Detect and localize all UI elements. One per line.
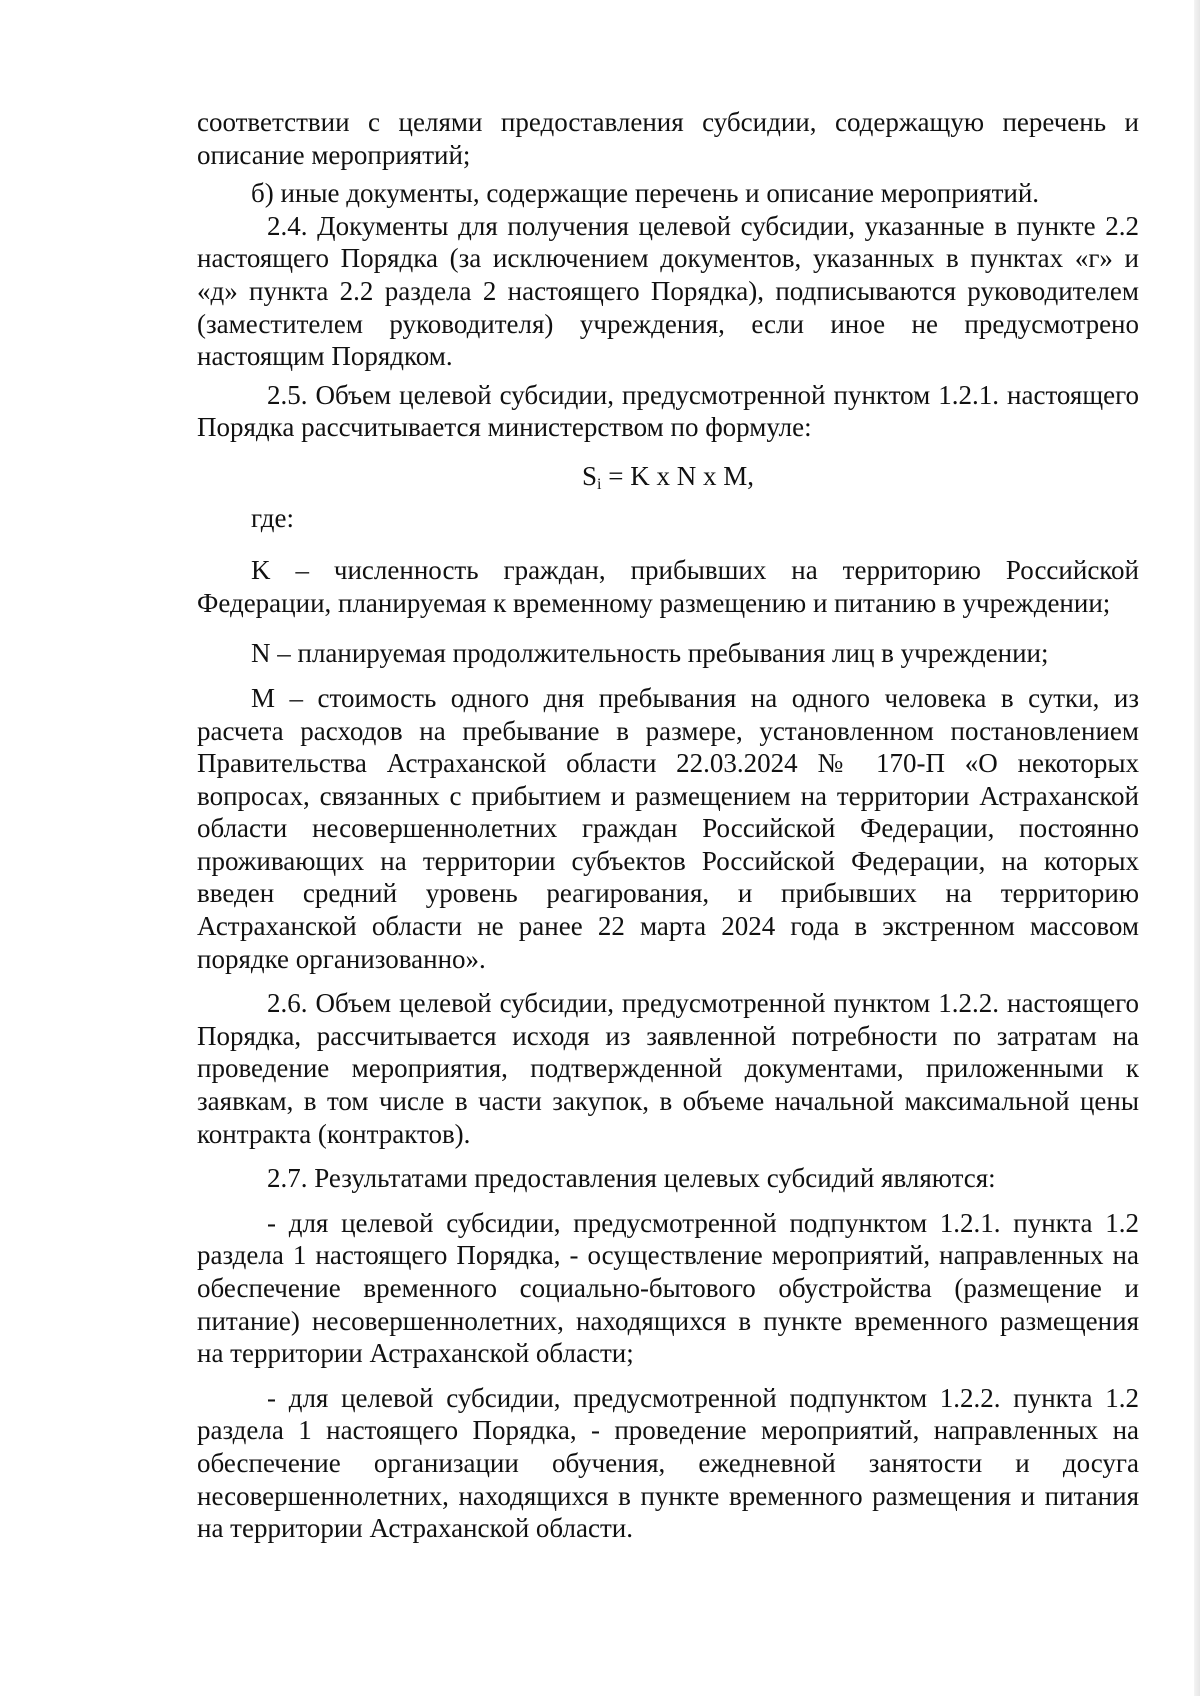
definition-m: M – стоимость одного дня пребывания на одного человека в сутки, из расчета расходов на пребывание в размере, установленном постановлением Правительства Астраханской области 22.03.2024 № 170-П «О некоторых вопросах, связанных с прибытием и размещением на территории Астраханской области несовершеннолетних граждан Российской Федерации, постоянно проживающих на территории субъектов Российской Федерации, на которых введен средний уровень реагирования, и прибывших на территорию Астраханской области не ранее 22 марта 2024 года в экстренном массовом порядке организованно».: [197, 682, 1139, 974]
paragraph-2-4: 2.4. Документы для получения целевой субсидии, указанные в пункте 2.2 настоящего Порядка (за исключением документов, указанных в пунктах «г» и «д» пункта 2.2 раздела 2 настоящего Порядка), подписываются руководителем (заместителем руководителя) учреждения, если иное не предусмотрено настоящим Порядком.: [197, 210, 1139, 372]
formula-rhs: = K x N x M,: [601, 460, 754, 491]
definition-k: K – численность граждан, прибывших на территорию Российской Федерации, планируемая к временному размещению и питанию в учреждении;: [197, 555, 1139, 618]
result-item-1-2-1: - для целевой субсидии, предусмотренной подпунктом 1.2.1. пункта 1.2 раздела 1 настоящего Порядка, - осуществление мероприятий, направленных на обеспечение временного социально-бытового обустройства (размещение и питание) несовершеннолетних, находящихся в пункте временного размещения на территории Астраханской области;: [197, 1207, 1139, 1369]
paragraph-item-b: б) иные документы, содержащие перечень и описание мероприятий.: [251, 178, 1040, 209]
result-item-1-2-2: - для целевой субсидии, предусмотренной подпунктом 1.2.2. пункта 1.2 раздела 1 настоящего Порядка, - проведение мероприятий, направленных на обеспечение организации обучения, ежедневной занятости и досуга несовершеннолетних, находящихся в пункте временного размещения и питания на территории Астраханской области.: [197, 1382, 1139, 1544]
document-page: [197, 106, 1139, 1545]
paragraph-2-6: 2.6. Объем целевой субсидии, предусмотренной пунктом 1.2.2. настоящего Порядка, рассчитывается исходя из заявленной потребности по затратам на проведение мероприятия, подтвержденной документами, приложенными к заявкам, в том числе в части закупок, в объеме начальной максимальной цены контракта (контрактов).: [197, 988, 1139, 1149]
formula-lhs-subscript: i: [597, 475, 602, 493]
paragraph-2-5: 2.5. Объем целевой субсидии, предусмотренной пунктом 1.2.1. настоящего Порядка рассчитывается министерством по формуле:: [197, 379, 1139, 443]
paragraph-2-7: 2.7. Результатами предоставления целевых субсидий являются:: [267, 1163, 996, 1194]
where-label: где:: [251, 502, 294, 533]
formula-lhs: S: [582, 460, 598, 491]
formula: [197, 460, 1139, 502]
paragraph-continuation: соответствии с целями предоставления субсидии, содержащую перечень и описание мероприятий;: [197, 107, 1139, 170]
definition-n: N – планируемая продолжительность пребывания лиц в учреждении;: [251, 638, 1049, 669]
page-edge-shadow: [1194, 0, 1200, 1696]
